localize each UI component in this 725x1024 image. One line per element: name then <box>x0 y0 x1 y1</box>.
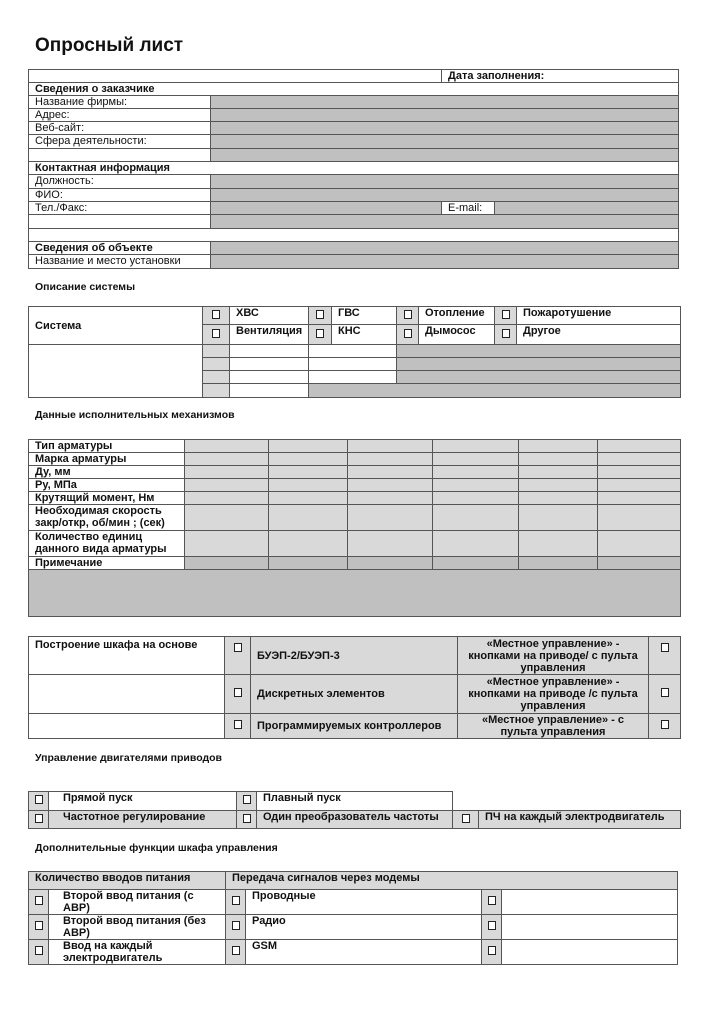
phone-label: Тел./Факс: <box>29 202 211 215</box>
actuator-cell[interactable] <box>519 479 598 492</box>
actuator-row <box>29 453 681 466</box>
checkbox-icon <box>502 329 510 338</box>
modem-extra-field[interactable] <box>502 890 678 915</box>
actuator-row-label: Ду, мм <box>29 466 185 479</box>
extra-contact-field[interactable] <box>211 215 679 229</box>
actuator-cell[interactable] <box>185 479 269 492</box>
system-cell[interactable] <box>230 371 309 384</box>
checkbox-heating[interactable] <box>397 307 419 325</box>
actuator-cell[interactable] <box>598 492 681 505</box>
actuator-cell[interactable] <box>348 557 433 570</box>
actuator-cell[interactable] <box>433 531 519 557</box>
actuator-row <box>29 557 681 570</box>
actuator-cell[interactable] <box>598 466 681 479</box>
checkbox-icon <box>243 814 251 823</box>
checkbox-icon <box>232 946 240 955</box>
actuator-cell[interactable] <box>519 531 598 557</box>
checkbox-icon <box>234 720 242 729</box>
checkbox-icon <box>488 896 496 905</box>
actuator-row-label: Крутящий момент, Нм <box>29 492 185 505</box>
actuator-cell[interactable] <box>519 505 598 531</box>
motors-table <box>28 791 681 829</box>
checkbox-icon <box>212 329 220 338</box>
system-cell[interactable] <box>230 384 309 398</box>
name-label: ФИО: <box>29 189 211 202</box>
actuator-cell[interactable] <box>519 466 598 479</box>
checkbox-icon <box>232 896 240 905</box>
checkbox-hvs[interactable] <box>203 307 230 325</box>
notes-field[interactable] <box>29 570 681 617</box>
system-cell[interactable] <box>397 345 681 358</box>
actuator-row-label: Количество единиц данного вида арматуры <box>29 531 185 557</box>
control-option: «Местное управление» - кнопками на приводе /с пульта управления <box>458 675 649 714</box>
actuator-row-label: Ру, МПа <box>29 479 185 492</box>
option-label: Дымосос <box>419 325 495 345</box>
contact-section: Контактная информация <box>29 162 679 175</box>
base-option: БУЭП-2/БУЭП-3 <box>251 637 458 675</box>
actuator-cell[interactable] <box>269 557 348 570</box>
system-table <box>28 306 681 398</box>
actuator-cell[interactable] <box>433 466 519 479</box>
checkbox-icon <box>234 688 242 697</box>
company-label: Название фирмы: <box>29 96 211 109</box>
extra-heading: Дополнительные функции шкафа управления <box>35 842 278 854</box>
checkbox-fire[interactable] <box>495 307 517 325</box>
checkbox-vfd[interactable] <box>29 811 49 829</box>
actuator-cell[interactable] <box>598 479 681 492</box>
position-field[interactable] <box>211 175 679 189</box>
motor-option: ПЧ на каждый электродвигатель <box>479 811 681 829</box>
actuator-cell[interactable] <box>348 440 433 453</box>
extra-table <box>28 871 678 965</box>
checkbox-control-1[interactable] <box>649 637 681 675</box>
actuator-row-label: Примечание <box>29 557 185 570</box>
actuator-cell[interactable] <box>348 492 433 505</box>
location-field[interactable] <box>211 255 679 269</box>
checkbox-radio[interactable] <box>226 915 246 940</box>
option-label: Пожаротушение <box>517 307 681 325</box>
option-label: КНС <box>332 325 397 345</box>
motor-option: Частотное регулирование <box>49 811 237 829</box>
checkbox-icon <box>488 946 496 955</box>
system-cell[interactable] <box>309 384 681 398</box>
actuator-cell[interactable] <box>433 440 519 453</box>
actuator-row <box>29 492 681 505</box>
power-option: Второй ввод питания (без АВР) <box>49 915 226 940</box>
actuators-heading: Данные исполнительных механизмов <box>35 409 235 421</box>
field-field[interactable] <box>211 135 679 149</box>
actuator-row-label: Необходимая скорость закр/откр, об/мин ; (сек) <box>29 505 185 531</box>
name-field[interactable] <box>211 189 679 202</box>
checkbox-icon <box>232 921 240 930</box>
object-field[interactable] <box>211 242 679 255</box>
option-label: Отопление <box>419 307 495 325</box>
actuator-cell[interactable] <box>185 466 269 479</box>
checkbox-modem-extra-1[interactable] <box>482 890 502 915</box>
actuator-cell[interactable] <box>519 453 598 466</box>
date-label: Дата заполнения: <box>442 70 679 83</box>
actuator-cell[interactable] <box>185 440 269 453</box>
address-field[interactable] <box>211 109 679 122</box>
checkbox-icon <box>316 329 324 338</box>
checkbox-soft-start[interactable] <box>237 792 257 811</box>
extra-customer-field[interactable] <box>211 149 679 162</box>
checkbox-discrete[interactable] <box>225 675 251 714</box>
checkbox-power-no-avr[interactable] <box>29 915 49 940</box>
control-option: «Местное управление» - с пульта управления <box>458 714 649 739</box>
checkbox-icon <box>35 921 43 930</box>
actuator-cell[interactable] <box>598 505 681 531</box>
checkbox-direct-start[interactable] <box>29 792 49 811</box>
actuator-cell[interactable] <box>433 505 519 531</box>
actuator-row <box>29 466 681 479</box>
email-field[interactable] <box>495 202 679 215</box>
actuator-cell[interactable] <box>185 505 269 531</box>
checkbox-modem-extra-2[interactable] <box>482 915 502 940</box>
checkbox-modem-extra-3[interactable] <box>482 940 502 965</box>
checkbox-other[interactable] <box>495 325 517 345</box>
actuator-cell[interactable] <box>348 466 433 479</box>
actuator-cell[interactable] <box>598 440 681 453</box>
modem-option: GSM <box>246 940 482 965</box>
cabinet-table <box>28 636 681 739</box>
checkbox-power-each[interactable] <box>29 940 49 965</box>
customer-table <box>28 69 679 269</box>
checkbox-control-3[interactable] <box>649 714 681 739</box>
checkbox-icon <box>35 795 43 804</box>
system-cell[interactable] <box>309 371 397 384</box>
checkbox-icon <box>234 643 242 652</box>
checkbox-gsm[interactable] <box>226 940 246 965</box>
actuator-cell[interactable] <box>269 479 348 492</box>
system-cell[interactable] <box>309 358 397 371</box>
checkbox-icon <box>661 720 669 729</box>
actuator-cell[interactable] <box>433 492 519 505</box>
actuator-cell[interactable] <box>269 440 348 453</box>
actuator-row <box>29 505 681 531</box>
motor-option: Прямой пуск <box>49 792 237 811</box>
actuator-cell[interactable] <box>433 453 519 466</box>
actuator-cell[interactable] <box>269 531 348 557</box>
checkbox-single-converter[interactable] <box>237 811 257 829</box>
actuator-cell[interactable] <box>185 453 269 466</box>
option-label: ХВС <box>230 307 309 325</box>
checkbox-icon <box>488 921 496 930</box>
actuator-cell[interactable] <box>519 557 598 570</box>
checkbox-converter-each[interactable] <box>453 811 479 829</box>
actuator-cell[interactable] <box>269 453 348 466</box>
option-label: ГВС <box>332 307 397 325</box>
modem-extra-field[interactable] <box>502 940 678 965</box>
actuator-cell[interactable] <box>519 492 598 505</box>
system-cell[interactable] <box>397 358 681 371</box>
actuator-cell[interactable] <box>598 453 681 466</box>
option-label: Другое <box>517 325 681 345</box>
checkbox-kns[interactable] <box>309 325 332 345</box>
company-field[interactable] <box>211 96 679 109</box>
object-section: Сведения об объекте <box>29 242 211 255</box>
checkbox-icon <box>35 814 43 823</box>
power-option: Ввод на каждый электродвигатель <box>49 940 226 965</box>
power-header: Количество вводов питания <box>29 872 226 890</box>
system-cell[interactable] <box>230 345 309 358</box>
modem-option: Проводные <box>246 890 482 915</box>
website-label: Веб-сайт: <box>29 122 211 135</box>
checkbox-icon <box>35 896 43 905</box>
checkbox-icon <box>661 688 669 697</box>
field-label: Сфера деятельности: <box>29 135 211 149</box>
system-label: Система <box>29 307 203 345</box>
actuator-row-label: Тип арматуры <box>29 440 185 453</box>
location-label: Название и место установки <box>29 255 211 269</box>
actuator-cell[interactable] <box>598 531 681 557</box>
actuator-cell[interactable] <box>348 479 433 492</box>
power-option: Второй ввод питания (с АВР) <box>49 890 226 915</box>
checkbox-wired[interactable] <box>226 890 246 915</box>
actuator-row <box>29 531 681 557</box>
motor-option: Плавный пуск <box>257 792 453 811</box>
checkbox-buep[interactable] <box>225 637 251 675</box>
checkbox-plc[interactable] <box>225 714 251 739</box>
option-label: Вентиляция <box>230 325 309 345</box>
actuator-cell[interactable] <box>348 505 433 531</box>
checkbox-icon <box>316 310 324 319</box>
checkbox-control-2[interactable] <box>649 675 681 714</box>
actuator-cell[interactable] <box>348 531 433 557</box>
cabinet-label: Построение шкафа на основе <box>29 637 225 675</box>
actuator-cell[interactable] <box>185 557 269 570</box>
email-label: E-mail: <box>442 202 495 215</box>
system-cell[interactable] <box>309 345 397 358</box>
actuator-cell[interactable] <box>433 557 519 570</box>
customer-section: Сведения о заказчике <box>29 83 679 96</box>
base-option: Дискретных элементов <box>251 675 458 714</box>
actuator-row-label: Марка арматуры <box>29 453 185 466</box>
checkbox-icon <box>462 814 470 823</box>
position-label: Должность: <box>29 175 211 189</box>
actuator-cell[interactable] <box>519 440 598 453</box>
control-option: «Местное управление» - кнопками на приводе/ с пульта управления <box>458 637 649 675</box>
actuator-cell[interactable] <box>433 479 519 492</box>
actuator-cell[interactable] <box>269 466 348 479</box>
actuator-row <box>29 440 681 453</box>
actuators-table <box>28 439 681 617</box>
motor-option: Один преобразователь частоты <box>257 811 453 829</box>
modem-option: Радио <box>246 915 482 940</box>
system-cell[interactable] <box>397 371 681 384</box>
checkbox-icon <box>661 643 669 652</box>
actuator-cell[interactable] <box>598 557 681 570</box>
system-cell[interactable] <box>230 358 309 371</box>
actuator-row <box>29 479 681 492</box>
actuator-cell[interactable] <box>269 505 348 531</box>
checkbox-icon <box>404 310 412 319</box>
checkbox-icon <box>243 795 251 804</box>
actuator-cell[interactable] <box>269 492 348 505</box>
checkbox-icon <box>35 946 43 955</box>
checkbox-icon <box>404 329 412 338</box>
website-field[interactable] <box>211 122 679 135</box>
checkbox-ventilation[interactable] <box>203 325 230 345</box>
modem-header: Передача сигналов через модемы <box>226 872 678 890</box>
page-title: Опросный лист <box>35 35 184 56</box>
checkbox-gvs[interactable] <box>309 307 332 325</box>
checkbox-icon <box>502 310 510 319</box>
motors-heading: Управление двигателями приводов <box>35 752 223 764</box>
address-label: Адрес: <box>29 109 211 122</box>
checkbox-smoke[interactable] <box>397 325 419 345</box>
system-heading: Описание системы <box>35 281 136 293</box>
phone-field[interactable] <box>211 202 442 215</box>
checkbox-power-avr[interactable] <box>29 890 49 915</box>
checkbox-icon <box>212 310 220 319</box>
base-option: Программируемых контроллеров <box>251 714 458 739</box>
actuator-cell[interactable] <box>185 492 269 505</box>
actuator-cell[interactable] <box>348 453 433 466</box>
actuator-cell[interactable] <box>185 531 269 557</box>
modem-extra-field[interactable] <box>502 915 678 940</box>
